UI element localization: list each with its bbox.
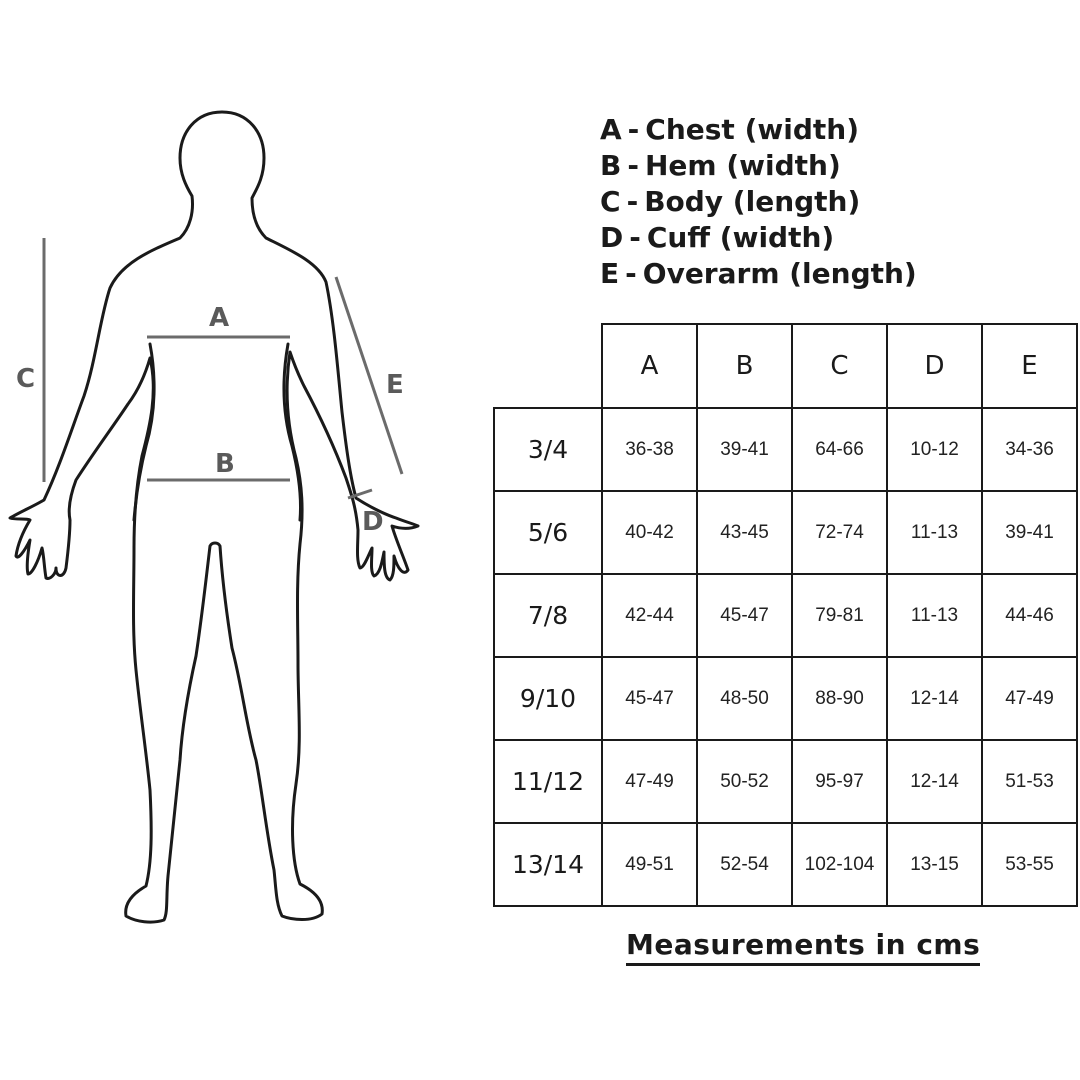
table-cell: 47-49: [602, 740, 697, 823]
column-header-a: A: [602, 324, 697, 408]
table-cell: 11-13: [887, 574, 982, 657]
column-header-b: B: [697, 324, 792, 408]
table-cell: 36-38: [602, 408, 697, 491]
table-cell: 49-51: [602, 823, 697, 906]
table-row: [494, 657, 1077, 740]
size-label: 13/14: [494, 823, 602, 906]
label-c: C: [16, 364, 36, 394]
legend-key: D: [600, 221, 624, 254]
table-cell: 10-12: [887, 408, 982, 491]
table-cell: 39-41: [697, 408, 792, 491]
table-cell: 45-47: [602, 657, 697, 740]
legend-item-c: [600, 184, 917, 220]
table-cell: 88-90: [792, 657, 887, 740]
legend-text: Body (length): [644, 185, 861, 218]
legend-key: B: [600, 149, 622, 182]
body-outline: [10, 112, 418, 922]
table-cell: 48-50: [697, 657, 792, 740]
size-label: 9/10: [494, 657, 602, 740]
size-label: 7/8: [494, 574, 602, 657]
measurement-legend: [600, 112, 917, 292]
legend-key: A: [600, 113, 622, 146]
table-cell: 12-14: [887, 657, 982, 740]
table-cell: 40-42: [602, 491, 697, 574]
legend-separator: -: [629, 221, 641, 254]
legend-item-b: [600, 148, 917, 184]
table-header-row: [494, 324, 1077, 408]
column-header-e: E: [982, 324, 1077, 408]
table-corner: [494, 324, 602, 408]
legend-key: E: [600, 257, 620, 290]
legend-separator: -: [625, 257, 637, 290]
label-b: B: [215, 449, 235, 479]
legend-key: C: [600, 185, 621, 218]
label-e: E: [386, 370, 404, 400]
body-outline-figure: [0, 0, 480, 1080]
table-row: [494, 574, 1077, 657]
table-row: [494, 823, 1077, 906]
table-cell: 50-52: [697, 740, 792, 823]
table-cell: 53-55: [982, 823, 1077, 906]
table-cell: 44-46: [982, 574, 1077, 657]
legend-text: Chest (width): [645, 113, 859, 146]
measurements-caption: Measurements in cms: [626, 928, 980, 966]
legend-item-d: [600, 220, 917, 256]
column-header-d: D: [887, 324, 982, 408]
table-row: [494, 408, 1077, 491]
column-header-c: C: [792, 324, 887, 408]
table-cell: 95-97: [792, 740, 887, 823]
table-row: [494, 740, 1077, 823]
table-cell: 51-53: [982, 740, 1077, 823]
legend-separator: -: [627, 113, 640, 146]
table-cell: 13-15: [887, 823, 982, 906]
table-cell: 64-66: [792, 408, 887, 491]
legend-item-a: [600, 112, 917, 148]
table-row: [494, 491, 1077, 574]
legend-item-e: [600, 256, 917, 292]
size-label: 3/4: [494, 408, 602, 491]
legend-text: Hem (width): [644, 149, 841, 182]
size-label: 5/6: [494, 491, 602, 574]
table-cell: 34-36: [982, 408, 1077, 491]
table-cell: 47-49: [982, 657, 1077, 740]
size-label: 11/12: [494, 740, 602, 823]
label-a: A: [209, 303, 230, 333]
table-cell: 45-47: [697, 574, 792, 657]
label-d: D: [362, 507, 384, 537]
table-cell: 12-14: [887, 740, 982, 823]
body-diagram: [0, 0, 480, 1080]
table-cell: 79-81: [792, 574, 887, 657]
table-cell: 11-13: [887, 491, 982, 574]
table-cell: 43-45: [697, 491, 792, 574]
legend-text: Overarm (length): [642, 257, 917, 290]
size-chart-table: [493, 323, 1078, 907]
legend-separator: -: [627, 149, 639, 182]
table-cell: 72-74: [792, 491, 887, 574]
table-cell: 102-104: [792, 823, 887, 906]
legend-separator: -: [626, 185, 639, 218]
table-cell: 52-54: [697, 823, 792, 906]
table-cell: 39-41: [982, 491, 1077, 574]
legend-text: Cuff (width): [646, 221, 835, 254]
table-cell: 42-44: [602, 574, 697, 657]
